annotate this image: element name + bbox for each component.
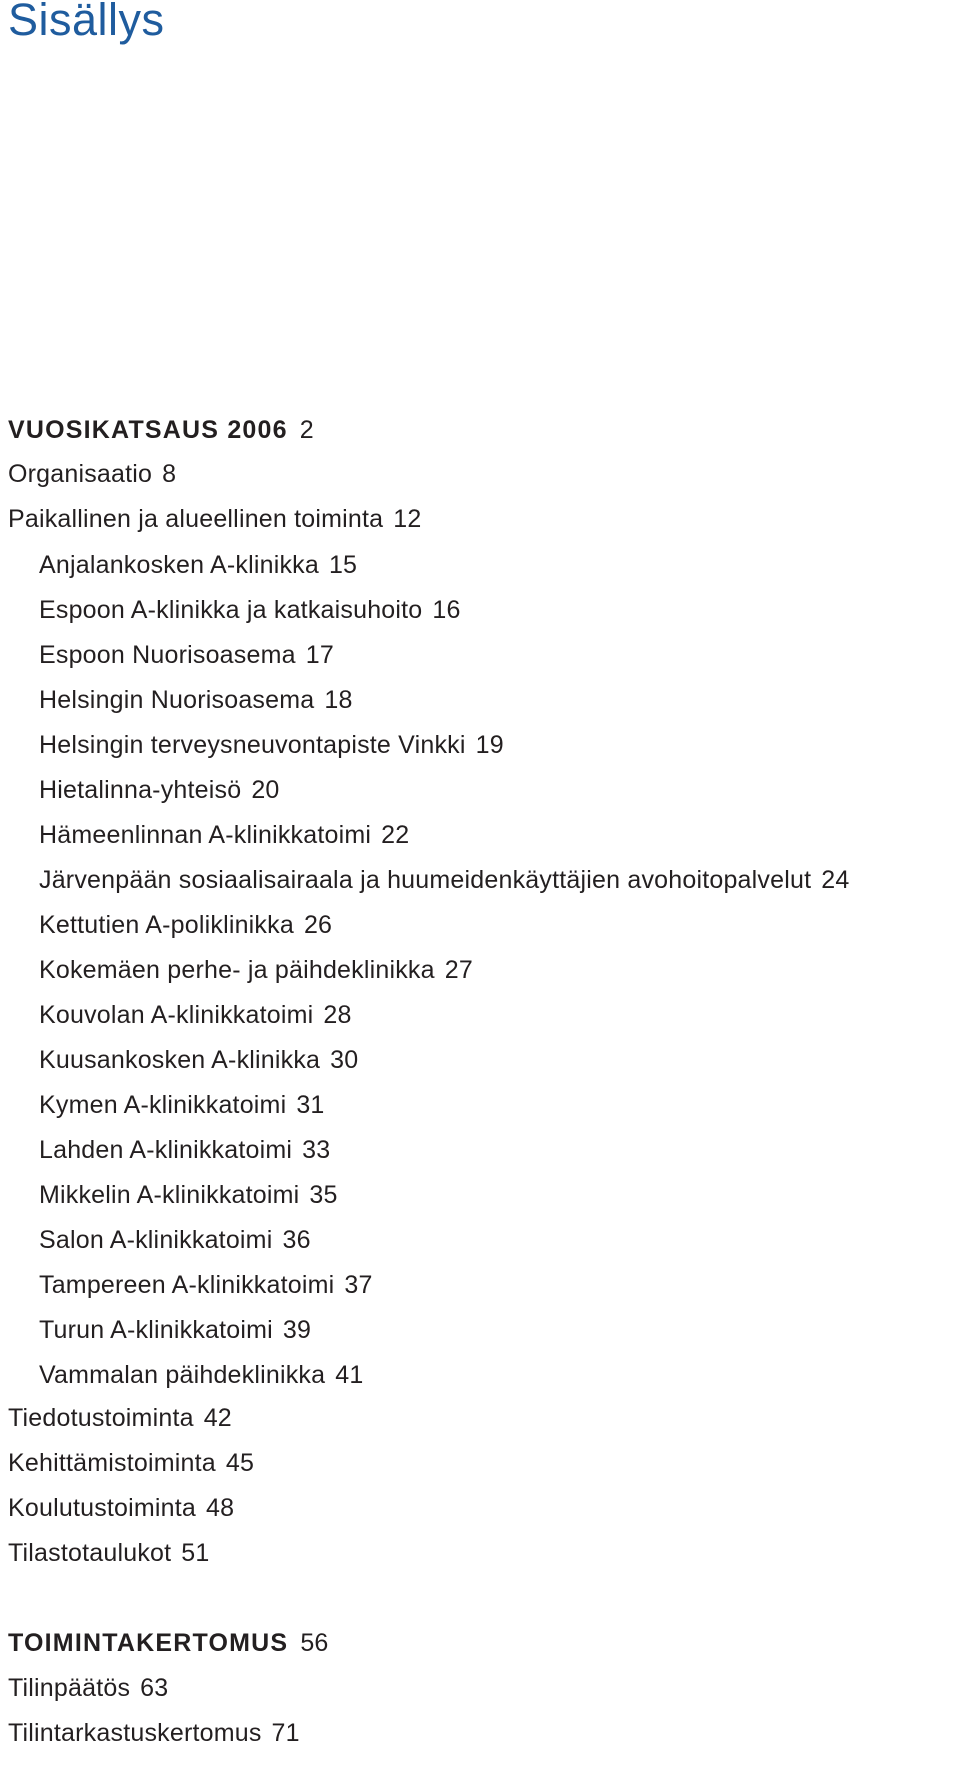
toc-heading-toimintakertomus[interactable] bbox=[8, 1627, 329, 1659]
toc-entry[interactable] bbox=[8, 503, 422, 535]
toc-entry[interactable] bbox=[39, 909, 332, 941]
toc-entry[interactable] bbox=[8, 1717, 300, 1749]
toc-entry-page: 20 bbox=[251, 776, 280, 804]
toc-entry-page: 17 bbox=[305, 641, 334, 669]
toc-entry[interactable] bbox=[39, 999, 352, 1031]
toc-entry-label: Kouvolan A-klinikkatoimi bbox=[39, 1001, 314, 1029]
toc-entry[interactable] bbox=[8, 1402, 232, 1434]
page-title: Sisällys bbox=[8, 0, 165, 45]
toc-entry[interactable] bbox=[8, 1672, 168, 1704]
toc-entry-label: Hietalinna-yhteisö bbox=[39, 776, 242, 804]
toc-heading-vuosikatsaus[interactable] bbox=[8, 414, 314, 446]
toc-entry[interactable] bbox=[39, 1179, 338, 1211]
toc-entry-label: Kettutien A-poliklinikka bbox=[39, 911, 294, 939]
toc-entry-label: Tilinpäätös bbox=[8, 1674, 131, 1702]
toc-entry-label: Hämeenlinnan A-klinikkatoimi bbox=[39, 821, 372, 849]
toc-entry-page: 28 bbox=[323, 1001, 352, 1029]
toc-entry-label: Helsingin Nuorisoasema bbox=[39, 686, 315, 714]
toc-entry[interactable] bbox=[39, 1269, 373, 1301]
toc-entry[interactable] bbox=[39, 684, 353, 716]
toc-entry-label: Kuusankosken A-klinikka bbox=[39, 1046, 321, 1074]
toc-entry[interactable] bbox=[39, 639, 334, 671]
toc-entry-page: 51 bbox=[181, 1539, 210, 1567]
toc-entry-page: 63 bbox=[140, 1674, 169, 1702]
toc-entry[interactable] bbox=[8, 1492, 234, 1524]
toc-entry-page: 15 bbox=[328, 551, 358, 579]
toc-entry[interactable] bbox=[39, 729, 504, 761]
toc-entry-page: 35 bbox=[309, 1181, 338, 1209]
toc-entry[interactable] bbox=[39, 819, 409, 851]
toc-entry-page: 31 bbox=[296, 1091, 325, 1119]
toc-entry-label: Turun A-klinikkatoimi bbox=[39, 1316, 273, 1344]
toc-entry[interactable] bbox=[39, 774, 280, 806]
toc-entry-label: Lahden A-klinikkatoimi bbox=[39, 1136, 293, 1164]
toc-entry-label: Tampereen A-klinikkatoimi bbox=[39, 1271, 335, 1299]
toc-entry-page: 33 bbox=[302, 1136, 331, 1164]
toc-entry-page: 26 bbox=[303, 911, 333, 939]
toc-entry-label: Organisaatio bbox=[8, 460, 153, 488]
toc-entry-label: TOIMINTAKERTOMUS bbox=[8, 1629, 289, 1657]
toc-entry-label: VUOSIKATSAUS 2006 bbox=[8, 416, 288, 444]
toc-entry-label: Kymen A-klinikkatoimi bbox=[39, 1091, 287, 1119]
toc-entry-page: 8 bbox=[162, 460, 177, 488]
toc-entry-label: Anjalankosken A-klinikka bbox=[39, 551, 319, 579]
toc-entry[interactable] bbox=[39, 1359, 363, 1391]
toc-entry[interactable] bbox=[39, 1089, 325, 1121]
toc-entry-label: Espoon A-klinikka ja katkaisuhoito bbox=[39, 596, 423, 624]
toc-entry-page: 19 bbox=[475, 731, 504, 759]
toc-entry-page: 12 bbox=[393, 505, 422, 533]
toc-entry-page: 30 bbox=[330, 1046, 359, 1074]
toc-entry[interactable] bbox=[39, 1134, 330, 1166]
toc-entry-page: 39 bbox=[282, 1316, 312, 1344]
toc-entry-label: Kehittämistoiminta bbox=[8, 1449, 216, 1477]
toc-entry-page: 45 bbox=[225, 1449, 255, 1477]
toc-entry-label: Tilastotaulukot bbox=[8, 1539, 172, 1567]
toc-entry-label: Kokemäen perhe- ja päihdeklinikka bbox=[39, 956, 435, 984]
toc-entry-page: 37 bbox=[344, 1271, 373, 1299]
toc-entry-page: 42 bbox=[203, 1404, 232, 1432]
toc-entry[interactable] bbox=[8, 1537, 210, 1569]
toc-entry[interactable] bbox=[8, 458, 176, 490]
toc-entry-page: 18 bbox=[324, 686, 353, 714]
toc-entry-label: Paikallinen ja alueellinen toiminta bbox=[8, 505, 384, 533]
toc-entry[interactable] bbox=[39, 864, 849, 896]
toc-entry-label: Espoon Nuorisoasema bbox=[39, 641, 296, 669]
toc-entry[interactable] bbox=[39, 1314, 311, 1346]
toc-entry-page: 22 bbox=[381, 821, 410, 849]
toc-entry-page: 24 bbox=[821, 866, 850, 894]
toc-entry-page: 2 bbox=[299, 416, 314, 444]
toc-entry[interactable] bbox=[39, 954, 473, 986]
toc-entry-label: Tiedotustoiminta bbox=[8, 1404, 194, 1432]
toc-entry-page: 71 bbox=[271, 1719, 300, 1747]
toc-entry-page: 36 bbox=[282, 1226, 311, 1254]
toc-entry-label: Mikkelin A-klinikkatoimi bbox=[39, 1181, 300, 1209]
toc-entry[interactable] bbox=[8, 1447, 254, 1479]
toc-entry-page: 41 bbox=[335, 1361, 364, 1389]
toc-entry-page: 27 bbox=[444, 956, 473, 984]
toc-entry[interactable] bbox=[39, 1044, 358, 1076]
toc-entry-page: 16 bbox=[432, 596, 461, 624]
toc-entry[interactable] bbox=[39, 549, 357, 581]
toc-entry-label: Järvenpään sosiaalisairaala ja huumeidenkäyttäjien avohoitopalvelut bbox=[39, 866, 812, 894]
toc-entry-label: Tilintarkastuskertomus bbox=[8, 1719, 262, 1747]
toc-entry[interactable] bbox=[39, 1224, 311, 1256]
toc-entry[interactable] bbox=[39, 594, 461, 626]
toc-entry-page: 56 bbox=[300, 1629, 329, 1657]
toc-entry-label: Salon A-klinikkatoimi bbox=[39, 1226, 273, 1254]
toc-entry-page: 48 bbox=[206, 1494, 235, 1522]
toc-entry-label: Helsingin terveysneuvontapiste Vinkki bbox=[39, 731, 466, 759]
toc-entry-label: Vammalan päihdeklinikka bbox=[39, 1361, 326, 1389]
toc-entry-label: Koulutustoiminta bbox=[8, 1494, 197, 1522]
